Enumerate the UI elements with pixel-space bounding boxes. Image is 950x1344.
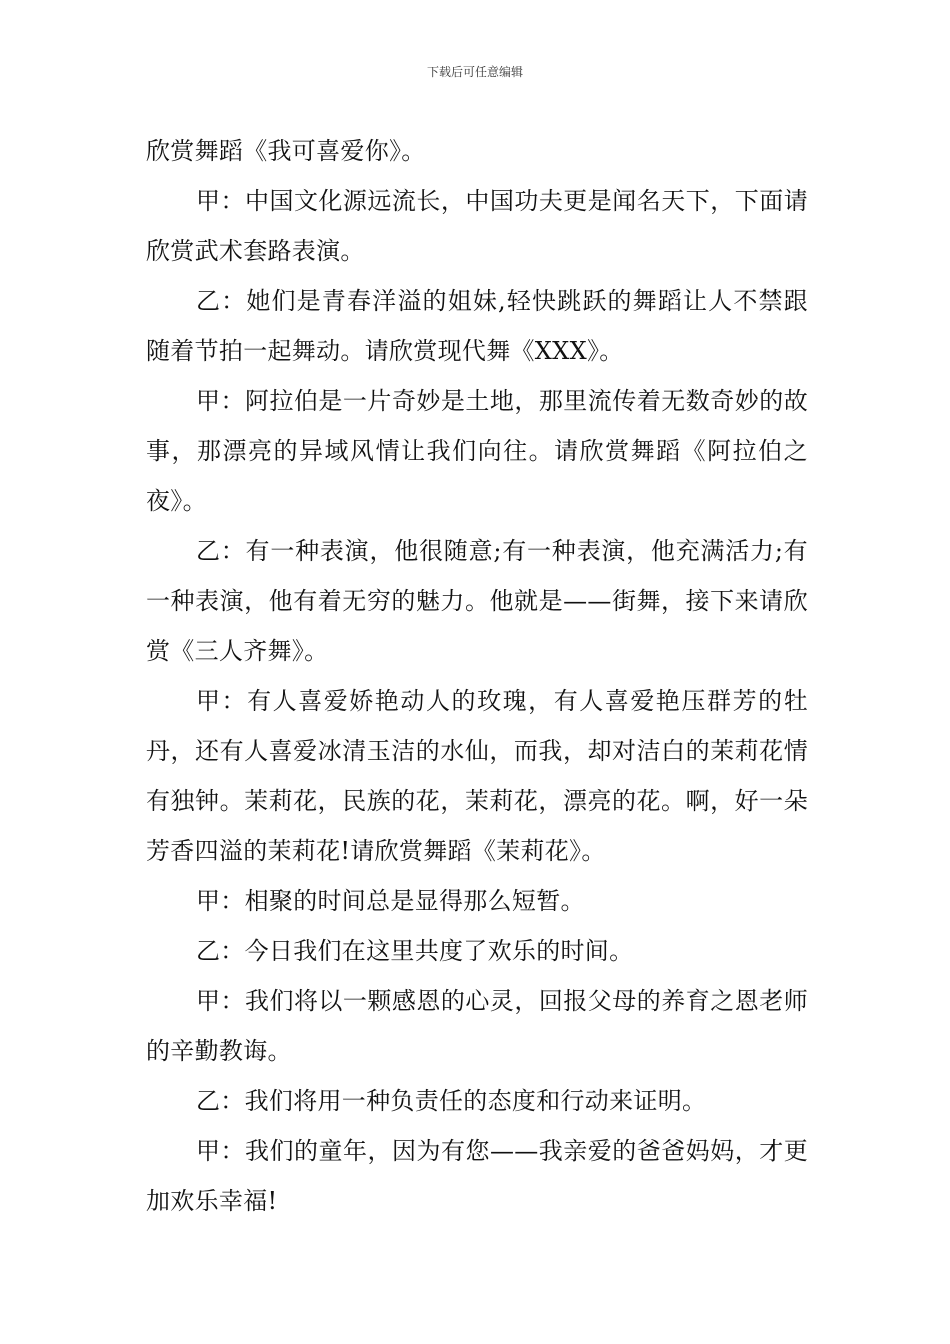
paragraph: 乙：她们是青春洋溢的姐妹,轻快跳跃的舞蹈让人不禁跟随着节拍一起舞动。请欣赏现代舞《XXX》。 (146, 287, 808, 365)
paragraph: 乙：有一种表演，他很随意;有一种表演，他充满活力;有一种表演，他有着无穷的魅力。他就是——街舞，接下来请欣赏《三人齐舞》。 (146, 537, 808, 665)
paragraph: 甲：中国文化源远流长，中国功夫更是闻名天下，下面请欣赏武术套路表演。 (146, 187, 808, 265)
paragraph: 乙：今日我们在这里共度了欢乐的时间。 (196, 937, 634, 965)
paragraph: 甲：相聚的时间总是显得那么短暂。 (196, 887, 585, 915)
paragraph: 甲：我们的童年，因为有您——我亲爱的爸爸妈妈，才更加欢乐幸福! (146, 1137, 808, 1215)
paragraph: 甲：阿拉伯是一片奇妙是土地，那里流传着无数奇妙的故事，那漂亮的异域风情让我们向往。请欣赏舞蹈《阿拉伯之夜》。 (146, 387, 808, 515)
page-header: 下载后可任意编辑 (426, 65, 523, 79)
paragraph: 甲：有人喜爱娇艳动人的玫瑰，有人喜爱艳压群芳的牡丹，还有人喜爱冰清玉洁的水仙，而我，却对洁白的茉莉花情有独钟。茉莉花，民族的花，茉莉花，漂亮的花。啊，好一朵芳香四溢的茉莉花!请欣赏舞蹈《茉莉花》。 (146, 687, 808, 865)
paragraph: 乙：我们将用一种负责任的态度和行动来证明。 (196, 1087, 707, 1115)
paragraph: 甲：我们将以一颗感恩的心灵，回报父母的养育之恩老师的辛勤教诲。 (146, 987, 808, 1065)
document-body (146, 126, 808, 1226)
paragraph: 欣赏舞蹈《我可喜爱你》。 (146, 137, 426, 165)
